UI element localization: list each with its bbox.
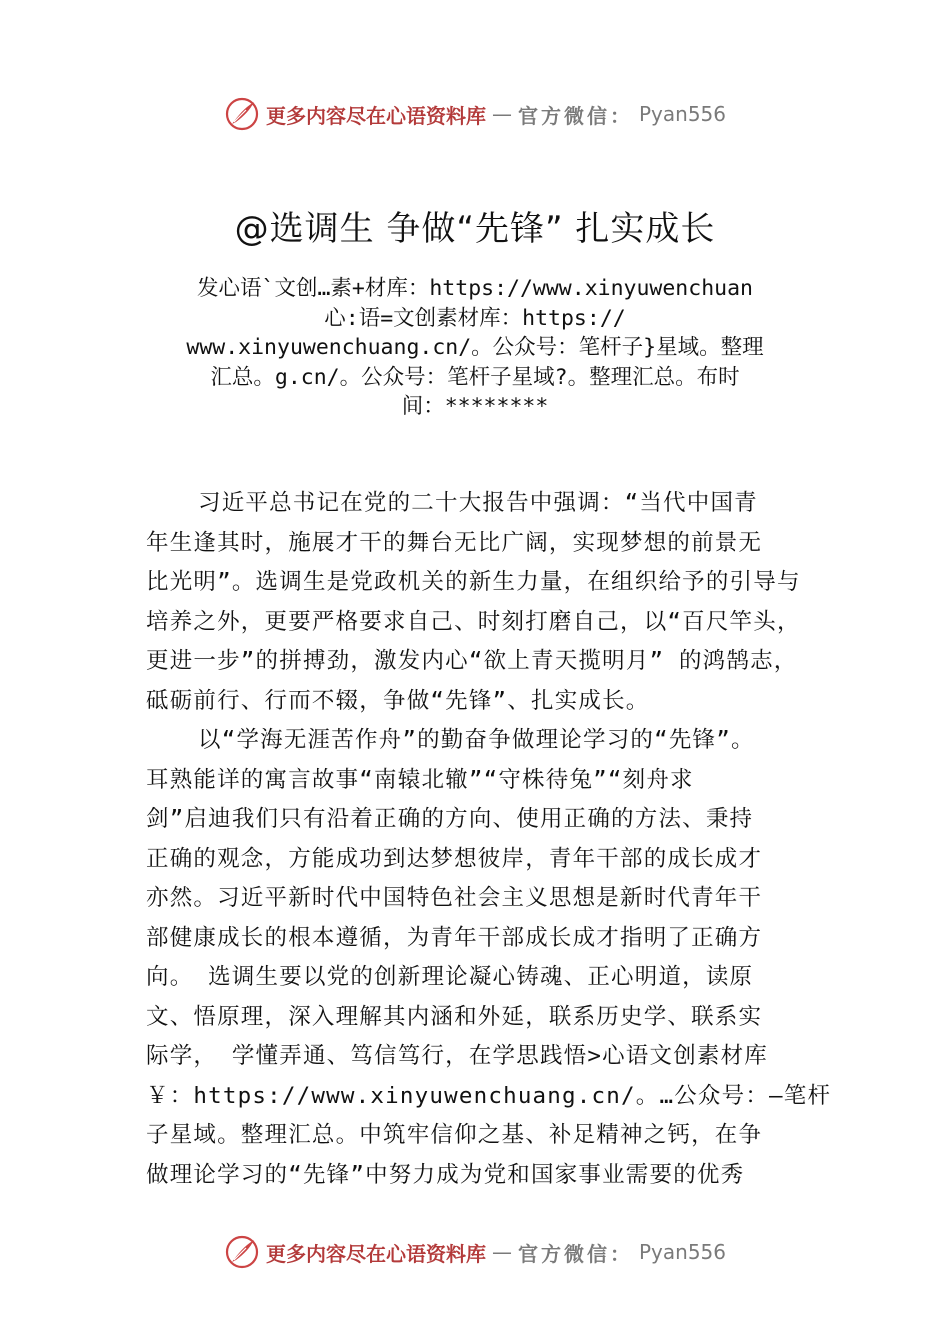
body-line: 以“学海无涯苦作舟”的勤奋争做理论学习的“先锋”。 bbox=[198, 727, 755, 753]
meta-line: 发心语`文创…素+材库：https://www.xinyuwenchuan bbox=[197, 276, 753, 301]
body-line: 做理论学习的“先锋”中努力成为党和国家事业需要的优秀 bbox=[146, 1161, 745, 1188]
body-line: 正确的观念，方能成功到达梦想彼岸，青年干部的成长成才 bbox=[146, 845, 763, 872]
body-line: ￥：https://www.xinyuwenchuang.cn/。…公众号：—笔杆 bbox=[146, 1082, 832, 1109]
banner-dash: — bbox=[491, 1240, 512, 1264]
body-line: 耳熟能详的寓言故事“南辕北辙”“守株待兔”“刻舟求 bbox=[146, 766, 694, 793]
body-line: 向。 选调生要以党的创新理论凝心铸魂、正心明道，读原 bbox=[146, 964, 754, 990]
page-title: @选调生 争做“先锋” 扎实成长 bbox=[234, 209, 716, 249]
brand-text: 更多内容尽在心语资料库 bbox=[265, 103, 486, 128]
body-line: 砥砺前行、行而不辍，争做“先锋”、扎实成长。 bbox=[146, 687, 650, 714]
banner-dash: — bbox=[491, 102, 512, 126]
quill-logo-icon bbox=[224, 96, 260, 132]
header-banner bbox=[0, 92, 950, 136]
article-body bbox=[146, 484, 836, 1195]
wechat-id: Pyan556 bbox=[638, 1240, 726, 1264]
meta-line: www.xinyuwenchuang.cn/。公众号：笔杆子}星域。整理 bbox=[186, 335, 764, 360]
body-line: 习近平总书记在党的二十大报告中强调：“当代中国青 bbox=[198, 490, 758, 516]
body-line: 部健康成长的根本遵循，为青年干部成长成才指明了正确方 bbox=[146, 924, 763, 951]
body-line: 比光明”。选调生是党政机关的新生力量，在组织给予的引导与 bbox=[146, 569, 801, 595]
meta-line: 心:语=文创素材库：https:// bbox=[324, 305, 626, 331]
body-line: 亦然。习近平新时代中国特色社会主义思想是新时代青年干 bbox=[146, 885, 763, 911]
body-line: 文、悟原理，深入理解其内涵和外延，联系历史学、联系实 bbox=[146, 1003, 763, 1030]
meta-line: 间：******** bbox=[401, 394, 549, 419]
wechat-id: Pyan556 bbox=[638, 102, 726, 126]
footer-banner bbox=[0, 1230, 950, 1274]
body-line: 剑”启迪我们只有沿着正确的方向、使用正确的方法、秉持 bbox=[146, 806, 754, 832]
body-line: 子星域。整理汇总。中筑牢信仰之基、补足精神之钙，在争 bbox=[146, 1122, 763, 1148]
wechat-label: 官方微信： bbox=[517, 1241, 633, 1266]
meta-block bbox=[150, 274, 800, 422]
body-line: 更进一步”的拼搏劲，激发内心“欲上青天揽明月” 的鸿鹄志， bbox=[146, 648, 798, 674]
meta-line: 汇总。g.cn/。公众号：笔杆子星域?。整理汇总。布时 bbox=[210, 364, 740, 390]
quill-logo-icon bbox=[224, 1234, 260, 1270]
body-line: 培养之外，更要严格要求自己、时刻打磨自己，以“百尺竿头， bbox=[146, 608, 801, 635]
brand-text: 更多内容尽在心语资料库 bbox=[265, 1241, 486, 1266]
wechat-label: 官方微信： bbox=[517, 103, 633, 128]
body-line: 际学， 学懂弄通、笃信笃行，在学思践悟>心语文创素材库 bbox=[146, 1043, 768, 1069]
body-line: 年生逢其时，施展才干的舞台无比广阔，实现梦想的前景无 bbox=[146, 529, 763, 556]
